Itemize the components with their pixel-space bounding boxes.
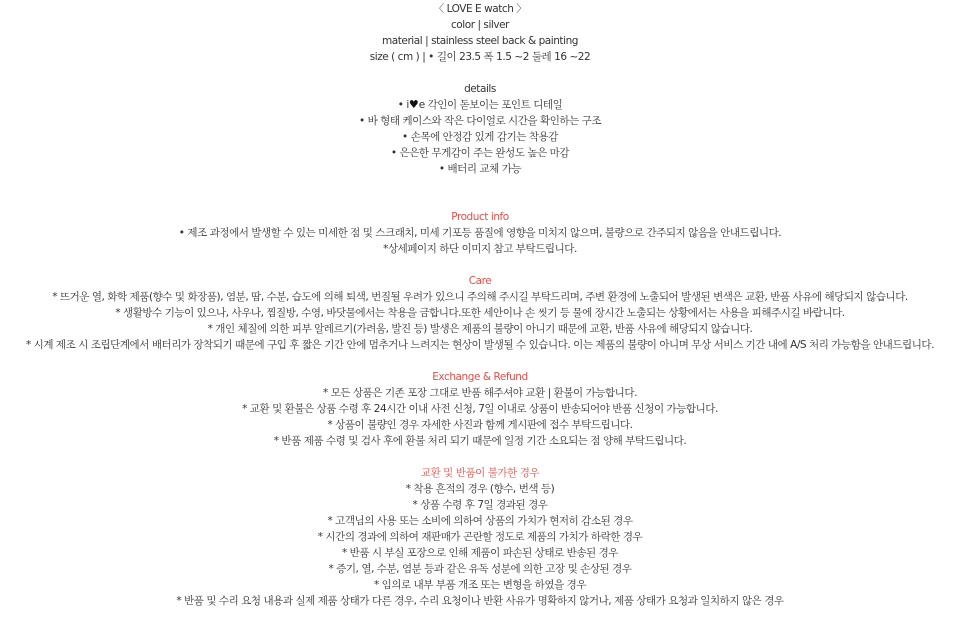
care-section: [0, 273, 960, 353]
spacer: [0, 65, 960, 81]
details-heading: details: [464, 83, 496, 95]
product-info-heading: Product info: [451, 211, 509, 223]
product-info-line: • 제조 과정에서 발생할 수 있는 미세한 점 및 스크래치, 미세 기포등 품질에 영향을 미치지 않으며, 불량으로 간주되지 않음을 안내드립니다.: [178, 227, 782, 239]
not-allowed-line: * 증기, 열, 수분, 염분 등과 같은 유독 성분에 의한 고장 및 손상된 경우: [328, 563, 632, 575]
not-allowed-line: * 반품 시 부실 포장으로 인해 제품이 파손된 상태로 반송된 경우: [341, 547, 618, 559]
care-line: * 시계 제조 시 조립단계에서 배터리가 장착되기 때문에 구입 후 짧은 기간 안에 멈추거나 느려지는 현상이 발생될 수 있습니다. 이는 제품의 불량이 아니며 무상 서비스 기간 내에 A/S 처리 가능함을 안내드립니다.: [25, 339, 935, 351]
spacer: [0, 257, 960, 273]
exchange-line: * 모든 상품은 기존 포장 그대로 반품 해주셔야 교환 | 환불이 가능합니다.: [323, 387, 637, 399]
details-item: • 바 형태 케이스와 작은 다이얼로 시간을 확인하는 구조: [358, 115, 602, 127]
product-material: material | stainless steel back & painting: [382, 35, 578, 47]
details-item: [0, 97, 960, 113]
spacer: [0, 353, 960, 369]
spacer: [0, 177, 960, 209]
exchange-section: [0, 369, 960, 449]
exchange-line: * 반품 제품 수령 및 검사 후에 환불 처리 되기 때문에 일정 기간 소요되는 점 양해 부탁드립니다.: [273, 435, 687, 447]
care-line: * 뜨거운 열, 화학 제품(향수 및 화장품), 염분, 땀, 수분, 습도에 의해 퇴색, 번질될 우려가 있으니 주의해 주시길 부탁드리며, 주변 환경에 노출되어 발생된 변색은 교환, 반품 사유에 해당되지 않습니다.: [52, 291, 908, 303]
details-item-suffix: e 각인이 돋보이는 포인트 디테일: [418, 99, 563, 111]
not-allowed-line: * 고객님의 사용 또는 소비에 의하여 상품의 가치가 현저히 감소된 경우: [327, 515, 633, 527]
not-allowed-line: * 착용 흔적의 경우 (향수, 번색 등): [405, 483, 555, 495]
not-allowed-heading: 교환 및 반품이 불가한 경우: [420, 467, 540, 479]
product-info-line: *상세페이지 하단 이미지 참고 부탁드립니다.: [383, 243, 577, 255]
exchange-line: * 상품이 불량인 경우 자세한 사진과 함께 게시판에 접수 부탁드립니다.: [327, 419, 633, 431]
care-line: * 개인 체질에 의한 피부 알레르기(가려움, 발진 등) 발생은 제품의 불량이 아니기 때문에 교환, 반품 사유에 해당되지 않습니다.: [207, 323, 753, 335]
exchange-line: * 교환 및 환불은 상품 수령 후 24시간 이내 사전 신청, 7일 이내로 상품이 반송되어야 반품 신청이 가능합니다.: [242, 403, 718, 415]
details-item-prefix: • i: [397, 99, 409, 111]
not-allowed-line: * 반품 및 수리 요청 내용과 실제 제품 상태가 다른 경우, 수리 요청이나 반환 사유가 명확하지 않거나, 제품 상태가 요청과 일치하지 않은 경우: [176, 595, 784, 607]
not-allowed-line: * 상품 수령 후 7일 경과된 경우: [412, 499, 548, 511]
product-title: 〈 LOVE E watch 〉: [433, 3, 527, 15]
product-color: color | silver: [450, 19, 510, 31]
product-size: size ( cm ) | • 길이 23.5 폭 1.5 ~2 둘레 16 ~22: [369, 51, 591, 63]
spacer: [0, 449, 960, 465]
care-heading: Care: [468, 275, 492, 287]
details-section: [0, 81, 960, 177]
not-allowed-section: [0, 465, 960, 609]
details-item: • 배터리 교체 가능: [438, 163, 522, 175]
heart-icon: ♥: [408, 98, 419, 111]
product-summary: [0, 1, 960, 65]
details-item: • 은은한 무게감이 주는 완성도 높은 마감: [390, 147, 570, 159]
product-info-section: [0, 209, 960, 257]
details-item: • 손목에 안정감 있게 감기는 착용감: [402, 131, 558, 143]
not-allowed-line: * 임의로 내부 부품 개조 또는 변형을 하였을 경우: [373, 579, 587, 591]
not-allowed-line: * 시간의 경과에 의하여 재판매가 곤란할 정도로 제품의 가치가 하락한 경우: [317, 531, 643, 543]
exchange-heading: Exchange & Refund: [432, 371, 528, 383]
care-line: * 생활방수 기능이 있으나, 사우나, 찜질방, 수영, 바닷물에서는 착용을 금합니다.또한 세안이나 손 씻기 등 물에 장시간 노출되는 상황에서는 사용을 피해주시길 바랍니다.: [115, 307, 845, 319]
